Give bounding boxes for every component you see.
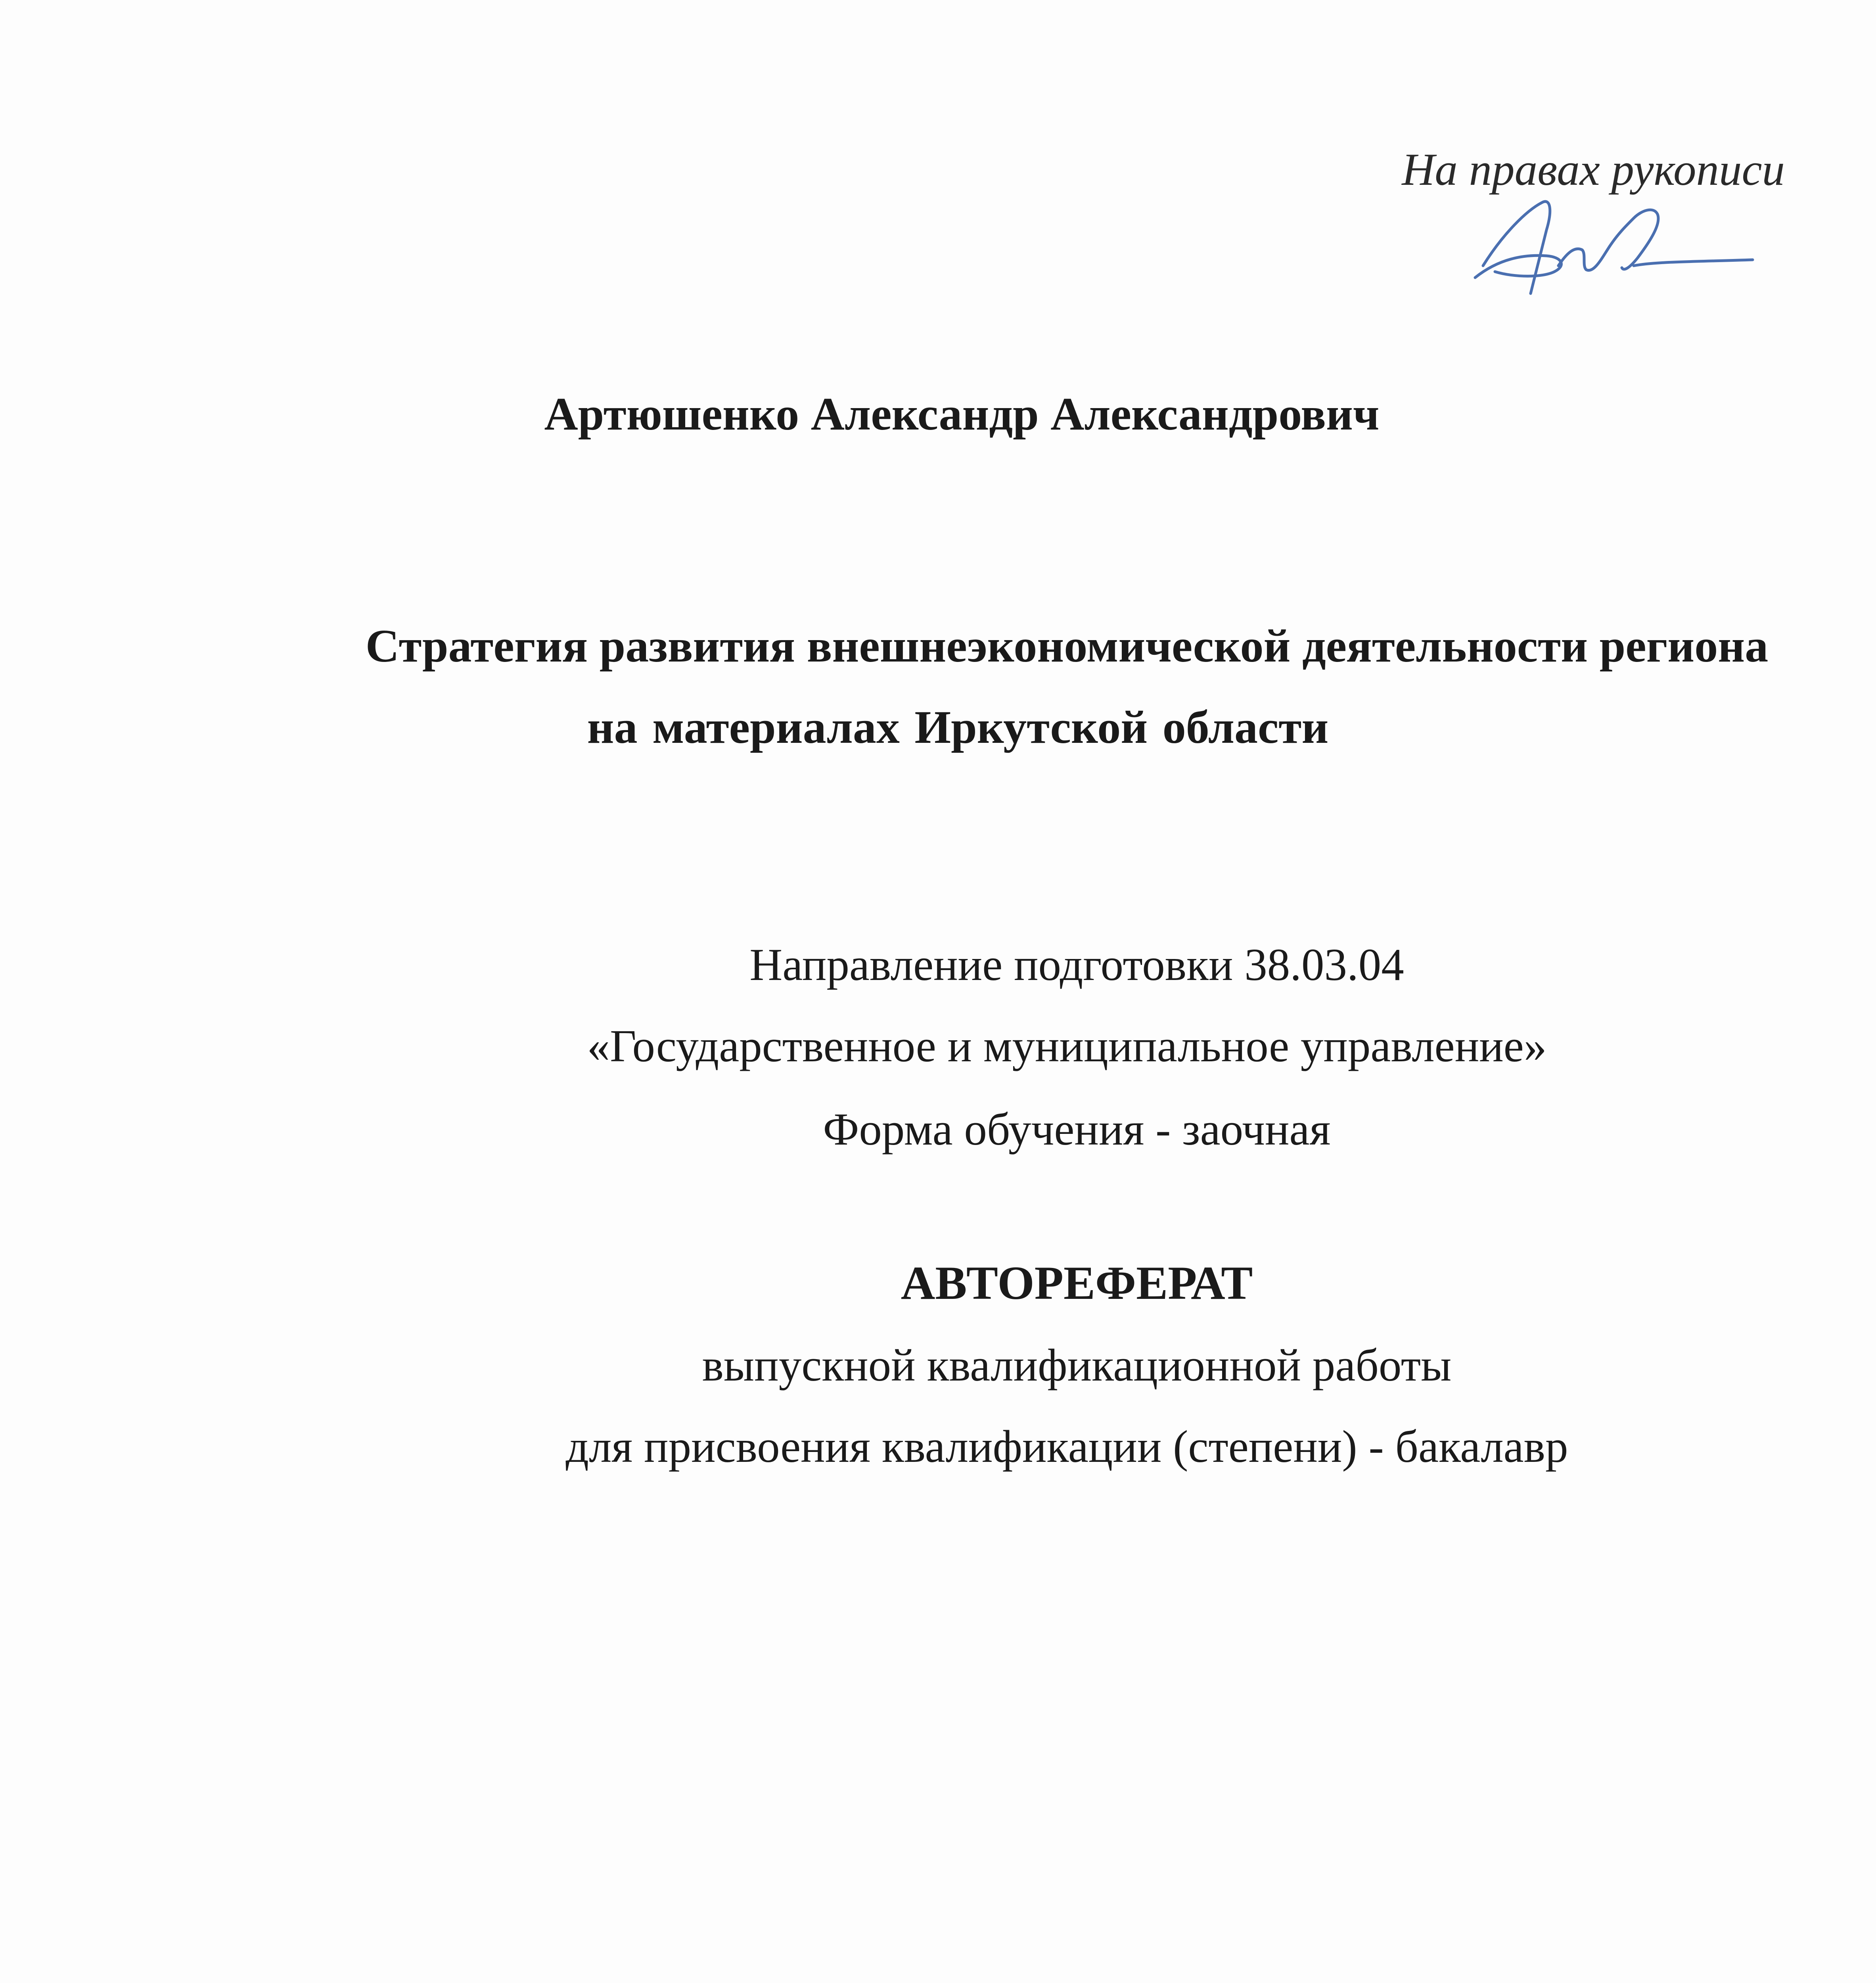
study-form: Форма обучения - заочная <box>823 1104 1331 1155</box>
author-name: Артюшенко Александр Александрович <box>544 388 1380 440</box>
document-type: АВТОРЕФЕРАТ <box>901 1256 1253 1309</box>
program-name: «Государственное и муниципальное управление» <box>587 1021 1547 1071</box>
thesis-title-line-2: на материалах Иркутской области <box>587 701 1329 753</box>
manuscript-note: На правах рукописи <box>1402 144 1785 195</box>
handwritten-signature <box>1467 186 1769 305</box>
training-direction: Направление подготовки 38.03.04 <box>749 940 1404 990</box>
work-type: выпускной квалификационной работы <box>702 1340 1452 1390</box>
thesis-title-line-1: Стратегия развития внешнеэкономической деятельности региона <box>365 620 1769 672</box>
degree-line: для присвоения квалификации (степени) - бакалавр <box>565 1421 1568 1472</box>
